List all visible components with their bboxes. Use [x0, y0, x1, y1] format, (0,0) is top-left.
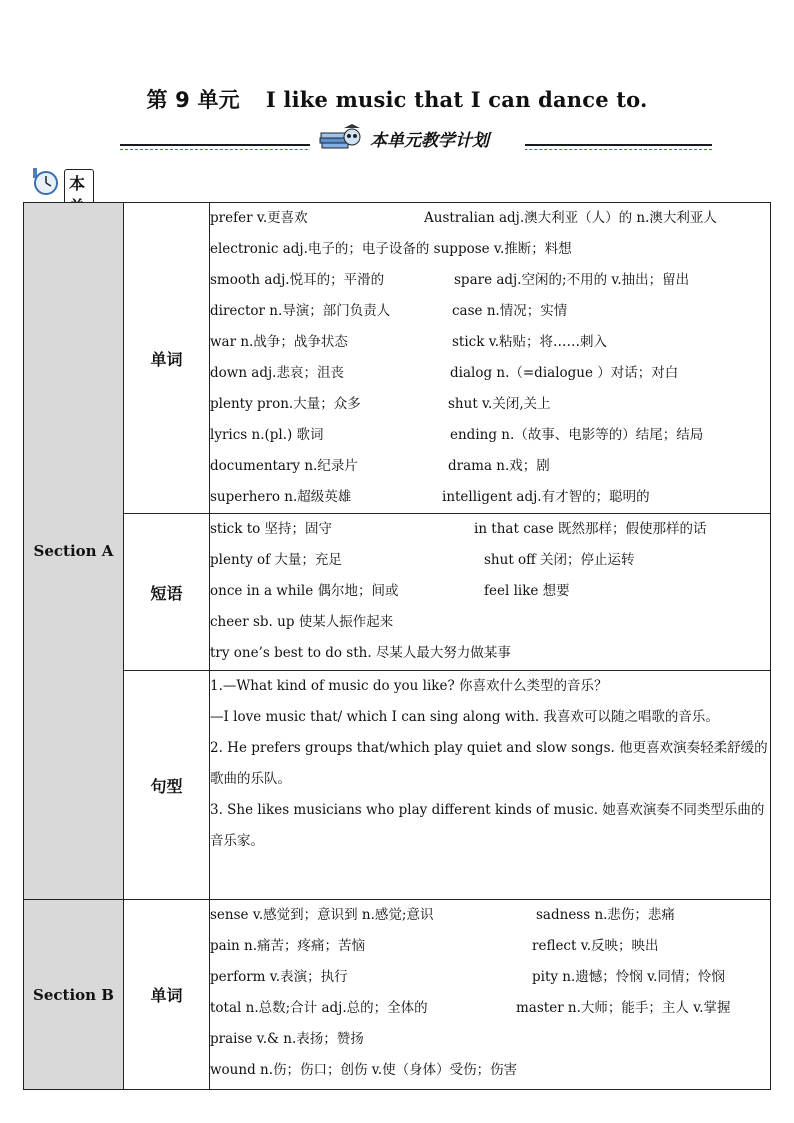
vocab-label: 单词: [124, 203, 210, 514]
list-item: down adj.悲哀；沮丧 dialog n.（=dialogue ）对话；对白: [210, 365, 679, 381]
list-item: prefer v.更喜欢 Australian adj.澳大利亚（人）的 n.澳大利亚人: [210, 210, 717, 226]
list-item: perform v.表演；执行 pity n.遗憾；怜悯 v.同情；怜悯: [210, 969, 725, 985]
list-item: 2. He prefers groups that/which play quiet and slow songs. 他更喜欢演奏轻柔舒缓的歌曲的乐队。: [210, 740, 768, 787]
list-item: lyrics n.(pl.) 歌词 ending n.（故事、电影等的）结尾；结局: [210, 427, 704, 443]
unit-title: I like music that I can dance to.: [265, 87, 648, 112]
section-a-label: Section A: [24, 203, 124, 900]
list-item: stick to 坚持；固守 in that case 既然那样；假使那样的话: [210, 521, 707, 537]
list-item: once in a while 偶尔地；间或 feel like 想要: [210, 583, 570, 599]
section-b-label: Section B: [24, 900, 124, 1090]
list-item: total n.总数;合计 adj.总的；全体的 master n.大师；能手；主人 v.掌握: [210, 1000, 731, 1016]
subheading-label: 本: [64, 169, 94, 335]
list-item: 3. She likes musicians who play different kinds of music. 她喜欢演奏不同类型乐曲的音乐家。: [210, 802, 765, 849]
unit-number: 第 9 单元: [146, 88, 240, 112]
list-item: documentary n.纪录片 drama n.戏；剧: [210, 458, 550, 474]
knowledge-table: [23, 202, 771, 1090]
section-a-sentences: [210, 671, 771, 900]
list-item: plenty of 大量；充足 shut off 关闭；停止运转: [210, 552, 635, 568]
list-item: wound n.伤；伤口；创伤 v.使（身体）受伤；伤害: [210, 1062, 518, 1078]
list-item: electronic adj.电子的；电子设备的 suppose v.推断；料想: [210, 241, 572, 257]
list-item: smooth adj.悦耳的；平滑的 spare adj.空闲的;不用的 v.抽出；留出: [210, 272, 690, 288]
list-item: 1.—What kind of music do you like? 你喜欢什么类型的音乐？: [210, 678, 608, 694]
list-item: try one’s best to do sth. 尽某人最大努力做某事: [210, 645, 511, 661]
list-item: praise v.& n.表扬；赞扬: [210, 1031, 364, 1047]
list-item: superhero n.超级英雄 intelligent adj.有才智的；聪明的: [210, 489, 650, 505]
table-row: [24, 900, 771, 1090]
list-item: sense v.感觉到；意识到 n.感觉;意识 sadness n.悲伤；悲痛: [210, 907, 675, 923]
table-row: [24, 671, 771, 900]
clock-icon: [30, 166, 62, 196]
page-title: [0, 84, 794, 114]
banner-label: 本单元教学计划: [370, 131, 489, 151]
sentence-label: 句型: [124, 671, 210, 900]
vocab-label: 单词: [124, 900, 210, 1090]
list-item: plenty pron.大量；众多 shut v.关闭,关上: [210, 396, 551, 412]
teaching-plan-banner: [120, 122, 712, 156]
table-row: [24, 203, 771, 514]
section-b-vocab: [210, 900, 771, 1090]
list-item: director n.导演；部门负责人 case n.情况；实情: [210, 303, 568, 319]
list-item: cheer sb. up 使某人振作起来: [210, 614, 394, 630]
section-a-vocab: [210, 203, 771, 514]
books-owl-icon: [318, 124, 362, 150]
phrase-label: 短语: [124, 514, 210, 671]
section-a-phrases: [210, 514, 771, 671]
table-row: [24, 514, 771, 671]
list-item: war n.战争；战争状态 stick v.粘贴；将……刺入: [210, 334, 608, 350]
list-item: —I love music that/ which I can sing along with. 我喜欢可以随之唱歌的音乐。: [210, 709, 719, 725]
list-item: pain n.痛苦；疼痛；苦恼 reflect v.反映；映出: [210, 938, 659, 954]
